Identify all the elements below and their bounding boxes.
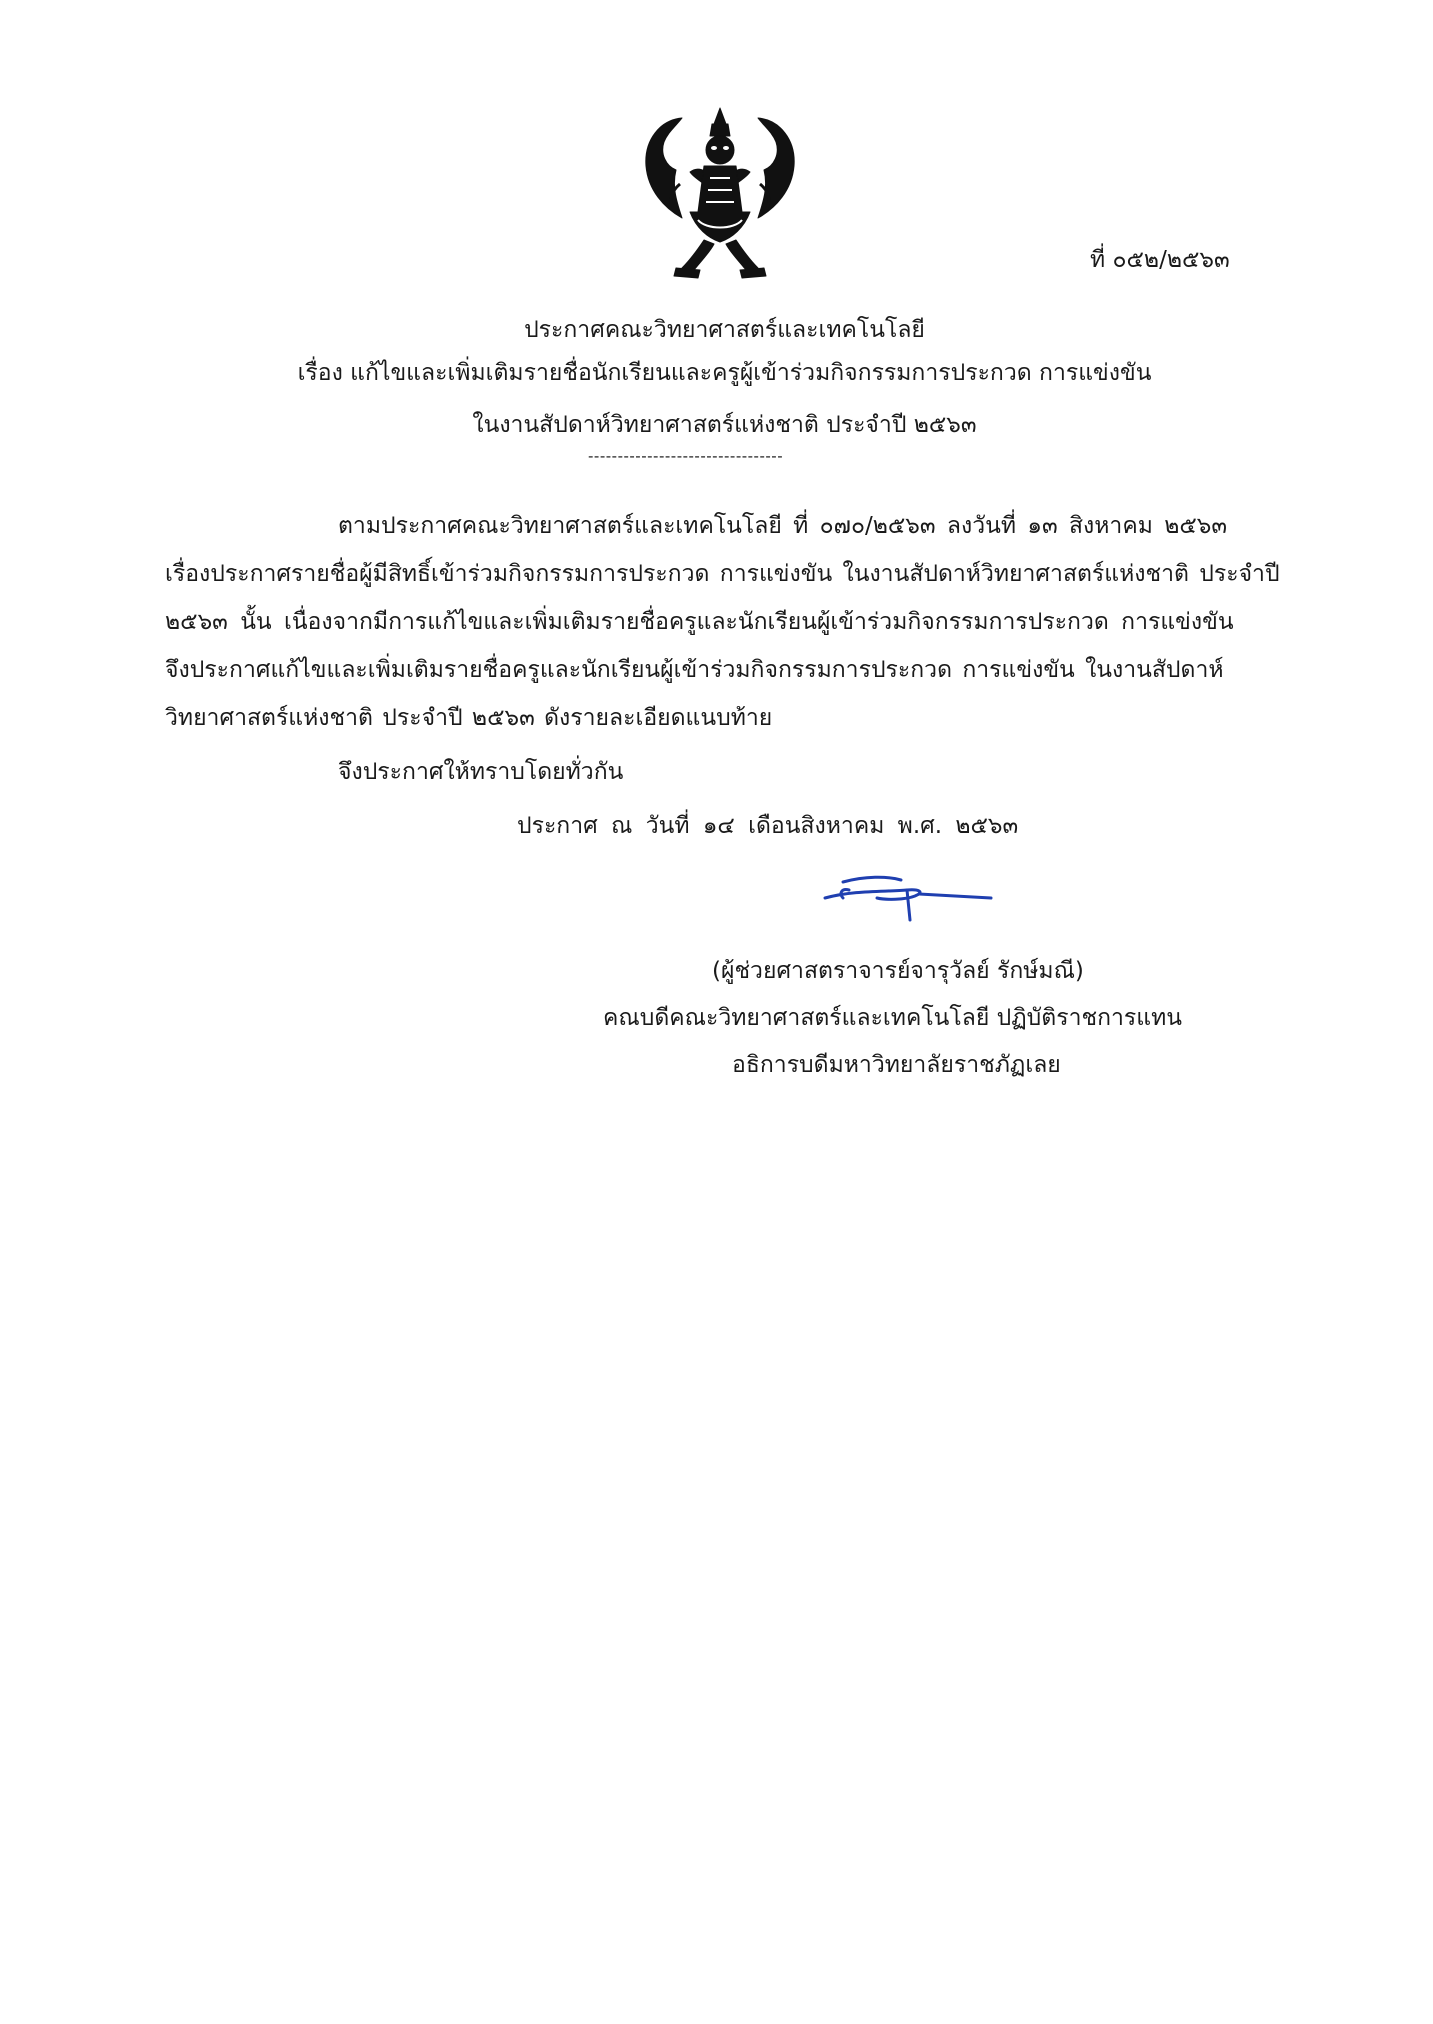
closing-statement: จึงประกาศให้ทราบโดยทั่วกัน (338, 759, 624, 785)
announcement-date: ประกาศ ณ วันที่ ๑๔ เดือนสิงหาคม พ.ศ. ๒๕๖๓ (517, 813, 1019, 839)
handwritten-signature (815, 868, 1005, 928)
signatory-position: อธิการบดีมหาวิทยาลัยราชภัฏเลย (732, 1052, 1061, 1078)
separator-line: --------------------------------- (588, 447, 784, 465)
body-line: วิทยาศาสตร์แห่งชาติ ประจำปี ๒๕๖๓ ดังรายละเอียดแนบท้าย (165, 705, 773, 731)
body-line: เรื่องประกาศรายชื่อผู้มีสิทธิ์เข้าร่วมกิจกรรมการประกวด การแข่งขัน ในงานสัปดาห์วิทยาศาสตร์แห่งชาติ ประจำปี (165, 561, 1280, 587)
body-line: ตามประกาศคณะวิทยาศาสตร์และเทคโนโลยี ที่ ๐๗๐/๒๕๖๓ ลงวันที่ ๑๓ สิงหาคม ๒๕๖๓ (338, 513, 1228, 539)
garuda-emblem-icon (620, 100, 820, 300)
body-line: ๒๕๖๓ นั้น เนื่องจากมีการแก้ไขและเพิ่มเติมรายชื่อครูและนักเรียนผู้เข้าร่วมกิจกรรมการประกวด การแข่งขัน (165, 609, 1234, 635)
subject-line-1: เรื่อง แก้ไขและเพิ่มเติมรายชื่อนักเรียนและครูผู้เข้าร่วมกิจกรรมการประกวด การแข่งขัน (297, 360, 1152, 386)
signatory-name: (ผู้ช่วยศาสตราจารย์จารุวัลย์ รักษ์มณี) (712, 958, 1084, 984)
signatory-position: คณบดีคณะวิทยาศาสตร์และเทคโนโลยี ปฏิบัติราชการแทน (603, 1005, 1182, 1031)
subject-line-2: ในงานสัปดาห์วิทยาศาสตร์แห่งชาติ ประจำปี ๒๕๖๓ (472, 412, 977, 438)
body-line: จึงประกาศแก้ไขและเพิ่มเติมรายชื่อครูและนักเรียนผู้เข้าร่วมกิจกรรมการประกวด การแข่งขัน ในงานสัปดาห์ (165, 657, 1224, 683)
announcement-title: ประกาศคณะวิทยาศาสตร์และเทคโนโลยี (524, 317, 925, 343)
document-number: ที่ ๐๕๒/๒๕๖๓ (1090, 247, 1230, 273)
